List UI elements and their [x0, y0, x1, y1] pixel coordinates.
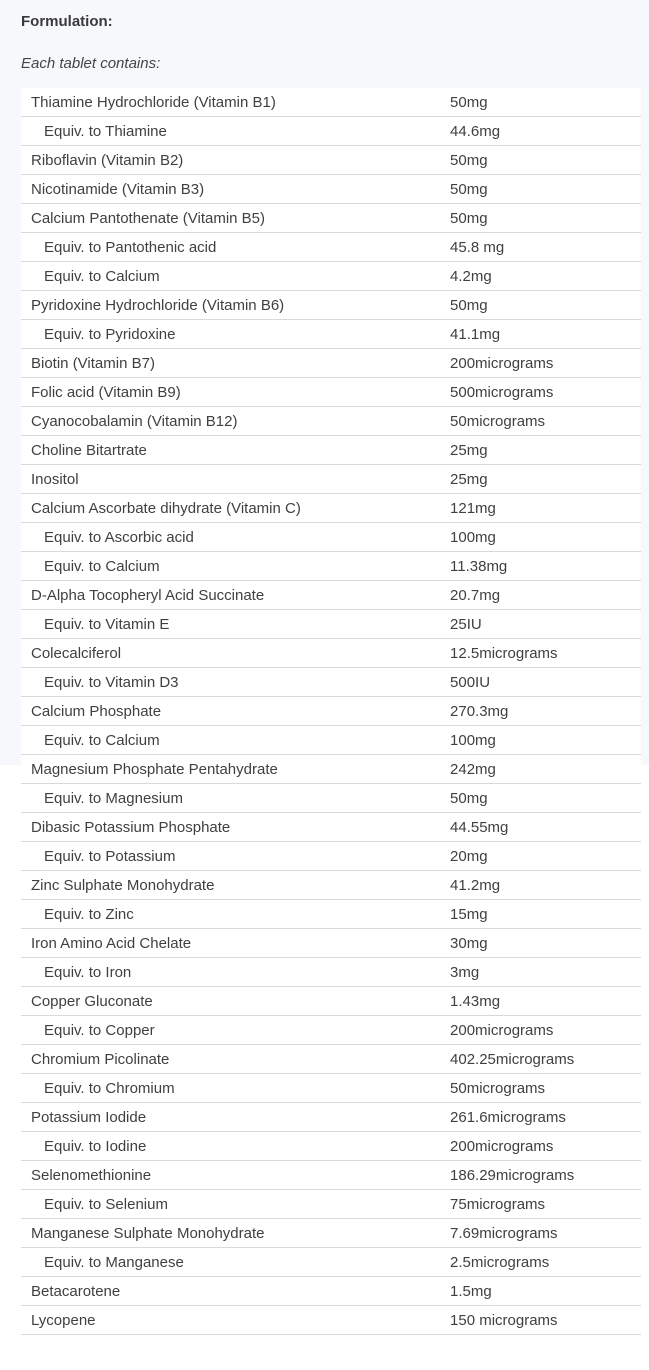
ingredient-amount: 1.43mg	[450, 987, 641, 1016]
table-row	[21, 726, 641, 755]
ingredient-amount: 25mg	[450, 465, 641, 494]
ingredient-amount: 1.5mg	[450, 1277, 641, 1306]
ingredient-amount: 50micrograms	[450, 407, 641, 436]
table-row	[21, 900, 641, 929]
equivalent-name: Equiv. to Manganese	[21, 1248, 450, 1277]
ingredient-name: Cyanocobalamin (Vitamin B12)	[21, 407, 450, 436]
ingredient-name: D-Alpha Tocopheryl Acid Succinate	[21, 581, 450, 610]
table-row	[21, 494, 641, 523]
ingredient-amount: 44.55mg	[450, 813, 641, 842]
ingredient-name: Inositol	[21, 465, 450, 494]
table-row	[21, 1277, 641, 1306]
equivalent-name: Equiv. to Calcium	[21, 552, 450, 581]
table-row	[21, 523, 641, 552]
ingredient-amount: 50mg	[450, 88, 641, 117]
ingredient-name: Calcium Pantothenate (Vitamin B5)	[21, 204, 450, 233]
table-row	[21, 958, 641, 987]
ingredient-amount: 50mg	[450, 204, 641, 233]
ingredient-amount: 45.8 mg	[450, 233, 641, 262]
table-row	[21, 204, 641, 233]
ingredient-name: Dibasic Potassium Phosphate	[21, 813, 450, 842]
ingredient-amount: 500IU	[450, 668, 641, 697]
ingredient-amount: 12.5micrograms	[450, 639, 641, 668]
ingredient-amount: 50mg	[450, 146, 641, 175]
equivalent-name: Equiv. to Zinc	[21, 900, 450, 929]
formulation-subheading: Each tablet contains:	[21, 55, 161, 72]
table-row	[21, 1016, 641, 1045]
table-row	[21, 320, 641, 349]
table-row	[21, 175, 641, 204]
equivalent-name: Equiv. to Ascorbic acid	[21, 523, 450, 552]
ingredient-amount: 200micrograms	[450, 1016, 641, 1045]
ingredient-name: Colecalciferol	[21, 639, 450, 668]
table-row	[21, 987, 641, 1016]
ingredient-name: Selenomethionine	[21, 1161, 450, 1190]
ingredient-amount: 270.3mg	[450, 697, 641, 726]
table-row	[21, 1306, 641, 1335]
ingredient-amount: 25mg	[450, 436, 641, 465]
ingredient-amount: 11.38mg	[450, 552, 641, 581]
table-row	[21, 929, 641, 958]
table-row	[21, 262, 641, 291]
table-row	[21, 813, 641, 842]
ingredient-amount: 200micrograms	[450, 1132, 641, 1161]
table-row	[21, 146, 641, 175]
ingredient-amount: 30mg	[450, 929, 641, 958]
ingredient-amount: 261.6micrograms	[450, 1103, 641, 1132]
table-row	[21, 1045, 641, 1074]
table-row	[21, 784, 641, 813]
table-row	[21, 378, 641, 407]
table-row	[21, 465, 641, 494]
equivalent-name: Equiv. to Magnesium	[21, 784, 450, 813]
table-row	[21, 1132, 641, 1161]
table-row	[21, 1074, 641, 1103]
equivalent-name: Equiv. to Iron	[21, 958, 450, 987]
ingredient-amount: 186.29micrograms	[450, 1161, 641, 1190]
ingredient-name: Zinc Sulphate Monohydrate	[21, 871, 450, 900]
formulation-heading: Formulation:	[21, 13, 113, 30]
ingredient-name: Chromium Picolinate	[21, 1045, 450, 1074]
table-row	[21, 233, 641, 262]
ingredient-amount: 75micrograms	[450, 1190, 641, 1219]
ingredient-amount: 100mg	[450, 523, 641, 552]
table-row	[21, 349, 641, 378]
equivalent-name: Equiv. to Pantothenic acid	[21, 233, 450, 262]
table-row	[21, 697, 641, 726]
equivalent-name: Equiv. to Copper	[21, 1016, 450, 1045]
ingredient-name: Folic acid (Vitamin B9)	[21, 378, 450, 407]
ingredient-amount: 20.7mg	[450, 581, 641, 610]
ingredient-name: Magnesium Phosphate Pentahydrate	[21, 755, 450, 784]
ingredient-name: Nicotinamide (Vitamin B3)	[21, 175, 450, 204]
equivalent-name: Equiv. to Pyridoxine	[21, 320, 450, 349]
equivalent-name: Equiv. to Potassium	[21, 842, 450, 871]
ingredient-name: Iron Amino Acid Chelate	[21, 929, 450, 958]
ingredient-amount: 20mg	[450, 842, 641, 871]
ingredient-amount: 500micrograms	[450, 378, 641, 407]
ingredient-name: Manganese Sulphate Monohydrate	[21, 1219, 450, 1248]
table-row	[21, 1248, 641, 1277]
table-row	[21, 117, 641, 146]
table-row	[21, 407, 641, 436]
ingredient-amount: 50mg	[450, 784, 641, 813]
equivalent-name: Equiv. to Thiamine	[21, 117, 450, 146]
table-row	[21, 755, 641, 784]
ingredient-amount: 25IU	[450, 610, 641, 639]
ingredient-name: Lycopene	[21, 1306, 450, 1335]
ingredient-amount: 4.2mg	[450, 262, 641, 291]
table-row	[21, 610, 641, 639]
ingredient-name: Calcium Phosphate	[21, 697, 450, 726]
ingredient-amount: 200micrograms	[450, 349, 641, 378]
table-row	[21, 1103, 641, 1132]
ingredient-amount: 41.2mg	[450, 871, 641, 900]
ingredient-amount: 100mg	[450, 726, 641, 755]
formulation-table-body	[21, 88, 641, 1335]
table-row	[21, 88, 641, 117]
ingredient-amount: 50mg	[450, 175, 641, 204]
equivalent-name: Equiv. to Calcium	[21, 726, 450, 755]
ingredient-amount: 15mg	[450, 900, 641, 929]
ingredient-amount: 121mg	[450, 494, 641, 523]
ingredient-amount: 150 micrograms	[450, 1306, 641, 1335]
equivalent-name: Equiv. to Vitamin E	[21, 610, 450, 639]
table-row	[21, 842, 641, 871]
ingredient-name: Choline Bitartrate	[21, 436, 450, 465]
table-row	[21, 291, 641, 320]
table-row	[21, 1161, 641, 1190]
ingredient-amount: 242mg	[450, 755, 641, 784]
equivalent-name: Equiv. to Calcium	[21, 262, 450, 291]
table-row	[21, 871, 641, 900]
ingredient-name: Betacarotene	[21, 1277, 450, 1306]
table-row	[21, 436, 641, 465]
table-row	[21, 668, 641, 697]
ingredient-amount: 41.1mg	[450, 320, 641, 349]
equivalent-name: Equiv. to Selenium	[21, 1190, 450, 1219]
ingredient-name: Riboflavin (Vitamin B2)	[21, 146, 450, 175]
ingredient-amount: 3mg	[450, 958, 641, 987]
ingredient-name: Calcium Ascorbate dihydrate (Vitamin C)	[21, 494, 450, 523]
ingredient-amount: 50mg	[450, 291, 641, 320]
ingredient-amount: 44.6mg	[450, 117, 641, 146]
ingredient-name: Pyridoxine Hydrochloride (Vitamin B6)	[21, 291, 450, 320]
table-row	[21, 552, 641, 581]
ingredient-name: Biotin (Vitamin B7)	[21, 349, 450, 378]
formulation-table	[21, 88, 641, 1335]
equivalent-name: Equiv. to Vitamin D3	[21, 668, 450, 697]
ingredient-amount: 2.5micrograms	[450, 1248, 641, 1277]
equivalent-name: Equiv. to Iodine	[21, 1132, 450, 1161]
ingredient-amount: 50micrograms	[450, 1074, 641, 1103]
table-row	[21, 1190, 641, 1219]
table-row	[21, 639, 641, 668]
ingredient-name: Thiamine Hydrochloride (Vitamin B1)	[21, 88, 450, 117]
ingredient-name: Copper Gluconate	[21, 987, 450, 1016]
ingredient-amount: 7.69micrograms	[450, 1219, 641, 1248]
equivalent-name: Equiv. to Chromium	[21, 1074, 450, 1103]
ingredient-name: Potassium Iodide	[21, 1103, 450, 1132]
table-row	[21, 581, 641, 610]
ingredient-amount: 402.25micrograms	[450, 1045, 641, 1074]
table-row	[21, 1219, 641, 1248]
